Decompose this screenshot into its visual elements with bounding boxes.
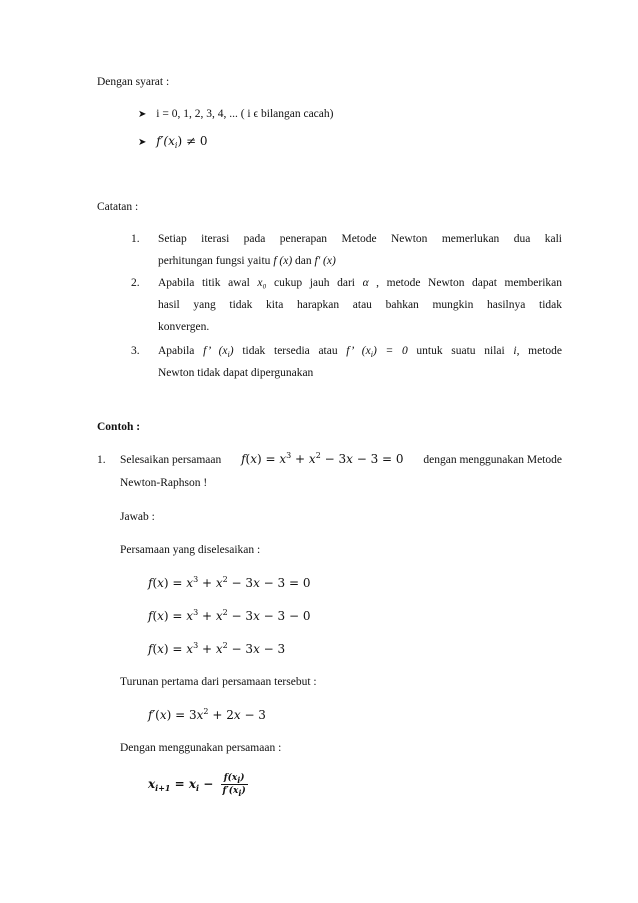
contoh-item-line-1: Selesaikan persamaan $f(x) = x^3 + x^2 - 3x - 3 = 0$ dengan menggunakan Metode (120, 451, 562, 466)
catatan-item-2-number: 2. (131, 277, 140, 289)
equation-3: $f(x) = x^3 + x^2 - 3x - 3$ (148, 641, 286, 656)
arrow-bullet-icon: ➤ (138, 109, 147, 120)
syarat-item-1 (138, 108, 333, 120)
syarat-heading: Dengan syarat : (97, 76, 170, 88)
catatan-item-3-number: 3. (131, 345, 140, 357)
persamaan-label: Persamaan yang diselesaikan : (120, 544, 261, 556)
catatan-item-1-line-1: Setiap iterasi pada penerapan Metode Newton memerlukan dua kali (158, 233, 562, 245)
contoh-item-line-2: Newton-Raphson ! (120, 477, 208, 489)
jawab-label: Jawab : (120, 511, 155, 523)
contoh-equation: $f(x) = x^3 + x^2 - 3x - 3 = 0$ (241, 451, 404, 466)
contoh-heading: Contoh : (97, 421, 141, 433)
catatan-item-2-line-1: Apabila titik awal x₀ cukup jauh dari α , metode Newton dapat memberikan (158, 277, 562, 289)
catatan-item-1-number: 1. (131, 233, 140, 245)
catatan-heading: Catatan : (97, 201, 139, 213)
syarat-item-1-text: i = 0, 1, 2, 3, 4, ... ( i ϵ bilangan cacah) (156, 108, 334, 120)
iteration-fraction: $\frac{f(x_i)}{f'(x_i)}$ (222, 773, 246, 798)
catatan-item-2-line-3: konvergen. (158, 321, 210, 333)
arrow-bullet-icon: ➤ (138, 137, 147, 148)
turunan-label: Turunan pertama dari persamaan tersebut : (120, 676, 317, 688)
equation-1: $f(x) = x^3 + x^2 - 3x - 3 = 0$ (148, 575, 311, 590)
catatan-item-3-line-2: Newton tidak dapat dipergunakan (158, 367, 314, 379)
contoh-item-number: 1. (97, 454, 106, 466)
syarat-item-2-formula: $f'(x_i) \ne 0$ (156, 134, 208, 150)
catatan-item-3-line-1: Apabila f’ $(x_i)$ tidak tersedia atau f’ $(x_i) = 0$ untuk suatu nilai i, metode (158, 345, 563, 359)
menggunakan-label: Dengan menggunakan persamaan : (120, 742, 282, 754)
derivative-equation: $f'(x) = 3x^2 + 2x - 3$ (148, 707, 266, 722)
newton-iteration-formula: $x_{i+1} = x_i$ − $\frac{f(x_i)}{f'(x_i)}$ (148, 773, 246, 798)
catatan-item-1-line-2: perhitungan fungsi yaitu f (x) dan f' (x) (158, 255, 336, 267)
catatan-item-2-line-2: hasil yang tidak kita harapkan atau bahkan mungkin hasilnya tidak (158, 299, 562, 311)
syarat-item-2 (138, 134, 207, 148)
equation-2: $f(x) = x^3 + x^2 - 3x - 3 - 0$ (148, 608, 311, 623)
